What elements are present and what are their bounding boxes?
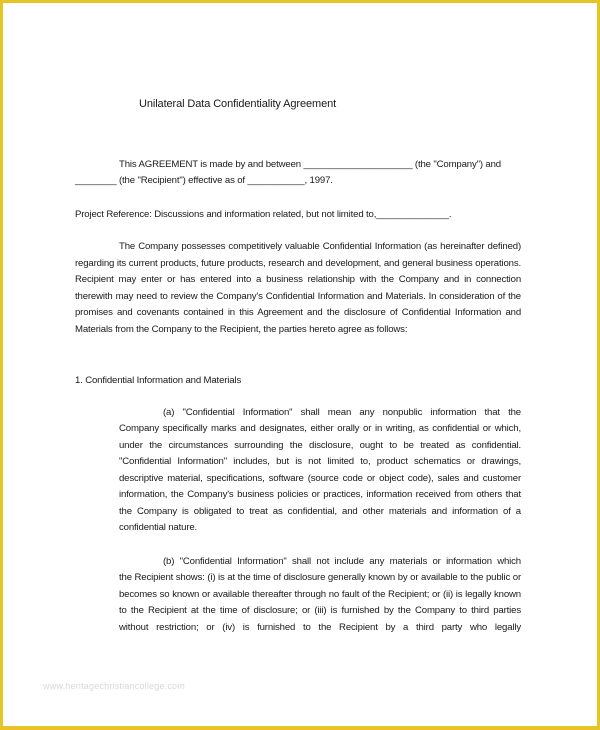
clause-b-body: the Recipient shows: (i) is at the time of disclosure generally known by or available to the public or becomes so known or available thereafter through no fault of the Recipient; or (ii) is legally known to the Recipient at the time of disclosure; or (iii) is furnished by the Company to third parties without restriction; or (iv) is furnished to the Recipient by a third party who legally <box>119 572 521 633</box>
watermark: www.heritagechristiancollege.com <box>43 681 185 691</box>
preamble-line-2: ________ (the "Recipient") effective as of ___________, 1997. <box>75 175 333 186</box>
clause-b-first-line: (b) "Confidential Information" shall not include any materials or information which <box>163 556 521 567</box>
section-1-heading: 1. Confidential Information and Materials <box>75 375 242 386</box>
clause-a-body: Company specifically marks and designates, either orally or in writing, as confidential or which, under the circumstances surrounding the disclosure, ought to be treated as confidential. "Confidential Information" includes, but is not limited to, product schematics or drawings, descriptive material, specifications, software (source code or object code), sales and customer information, the Company's business policies or practices, information received from others that the Company is obligated to treat as confidential, and other materials and information of a confidential nature. <box>119 423 521 533</box>
document-page <box>3 3 597 726</box>
clause-a-first-line: (a) "Confidential Information" shall mean any nonpublic information that the <box>163 407 521 418</box>
document-title: Unilateral Data Confidentiality Agreement <box>139 98 337 110</box>
preamble-line-1: This AGREEMENT is made by and between _____________________ (the "Company") and <box>119 159 501 170</box>
intro-paragraph: The Company possesses competitively valuable Confidential Information (as hereinafter defined) regarding its current products, future products, research and development, and general business operations. Recipient may enter or has entered into a business relationship with the Company and in connection therewith may need to review the Company's Confidential Information and Materials. In consideration of the promises and covenants contained in this Agreement and the disclosure of Confidential Information and Materials from the Company to the Recipient, the parties hereto agree as follows: <box>75 241 521 335</box>
project-reference: Project Reference: Discussions and information related, but not limited to,______________. <box>75 209 452 220</box>
